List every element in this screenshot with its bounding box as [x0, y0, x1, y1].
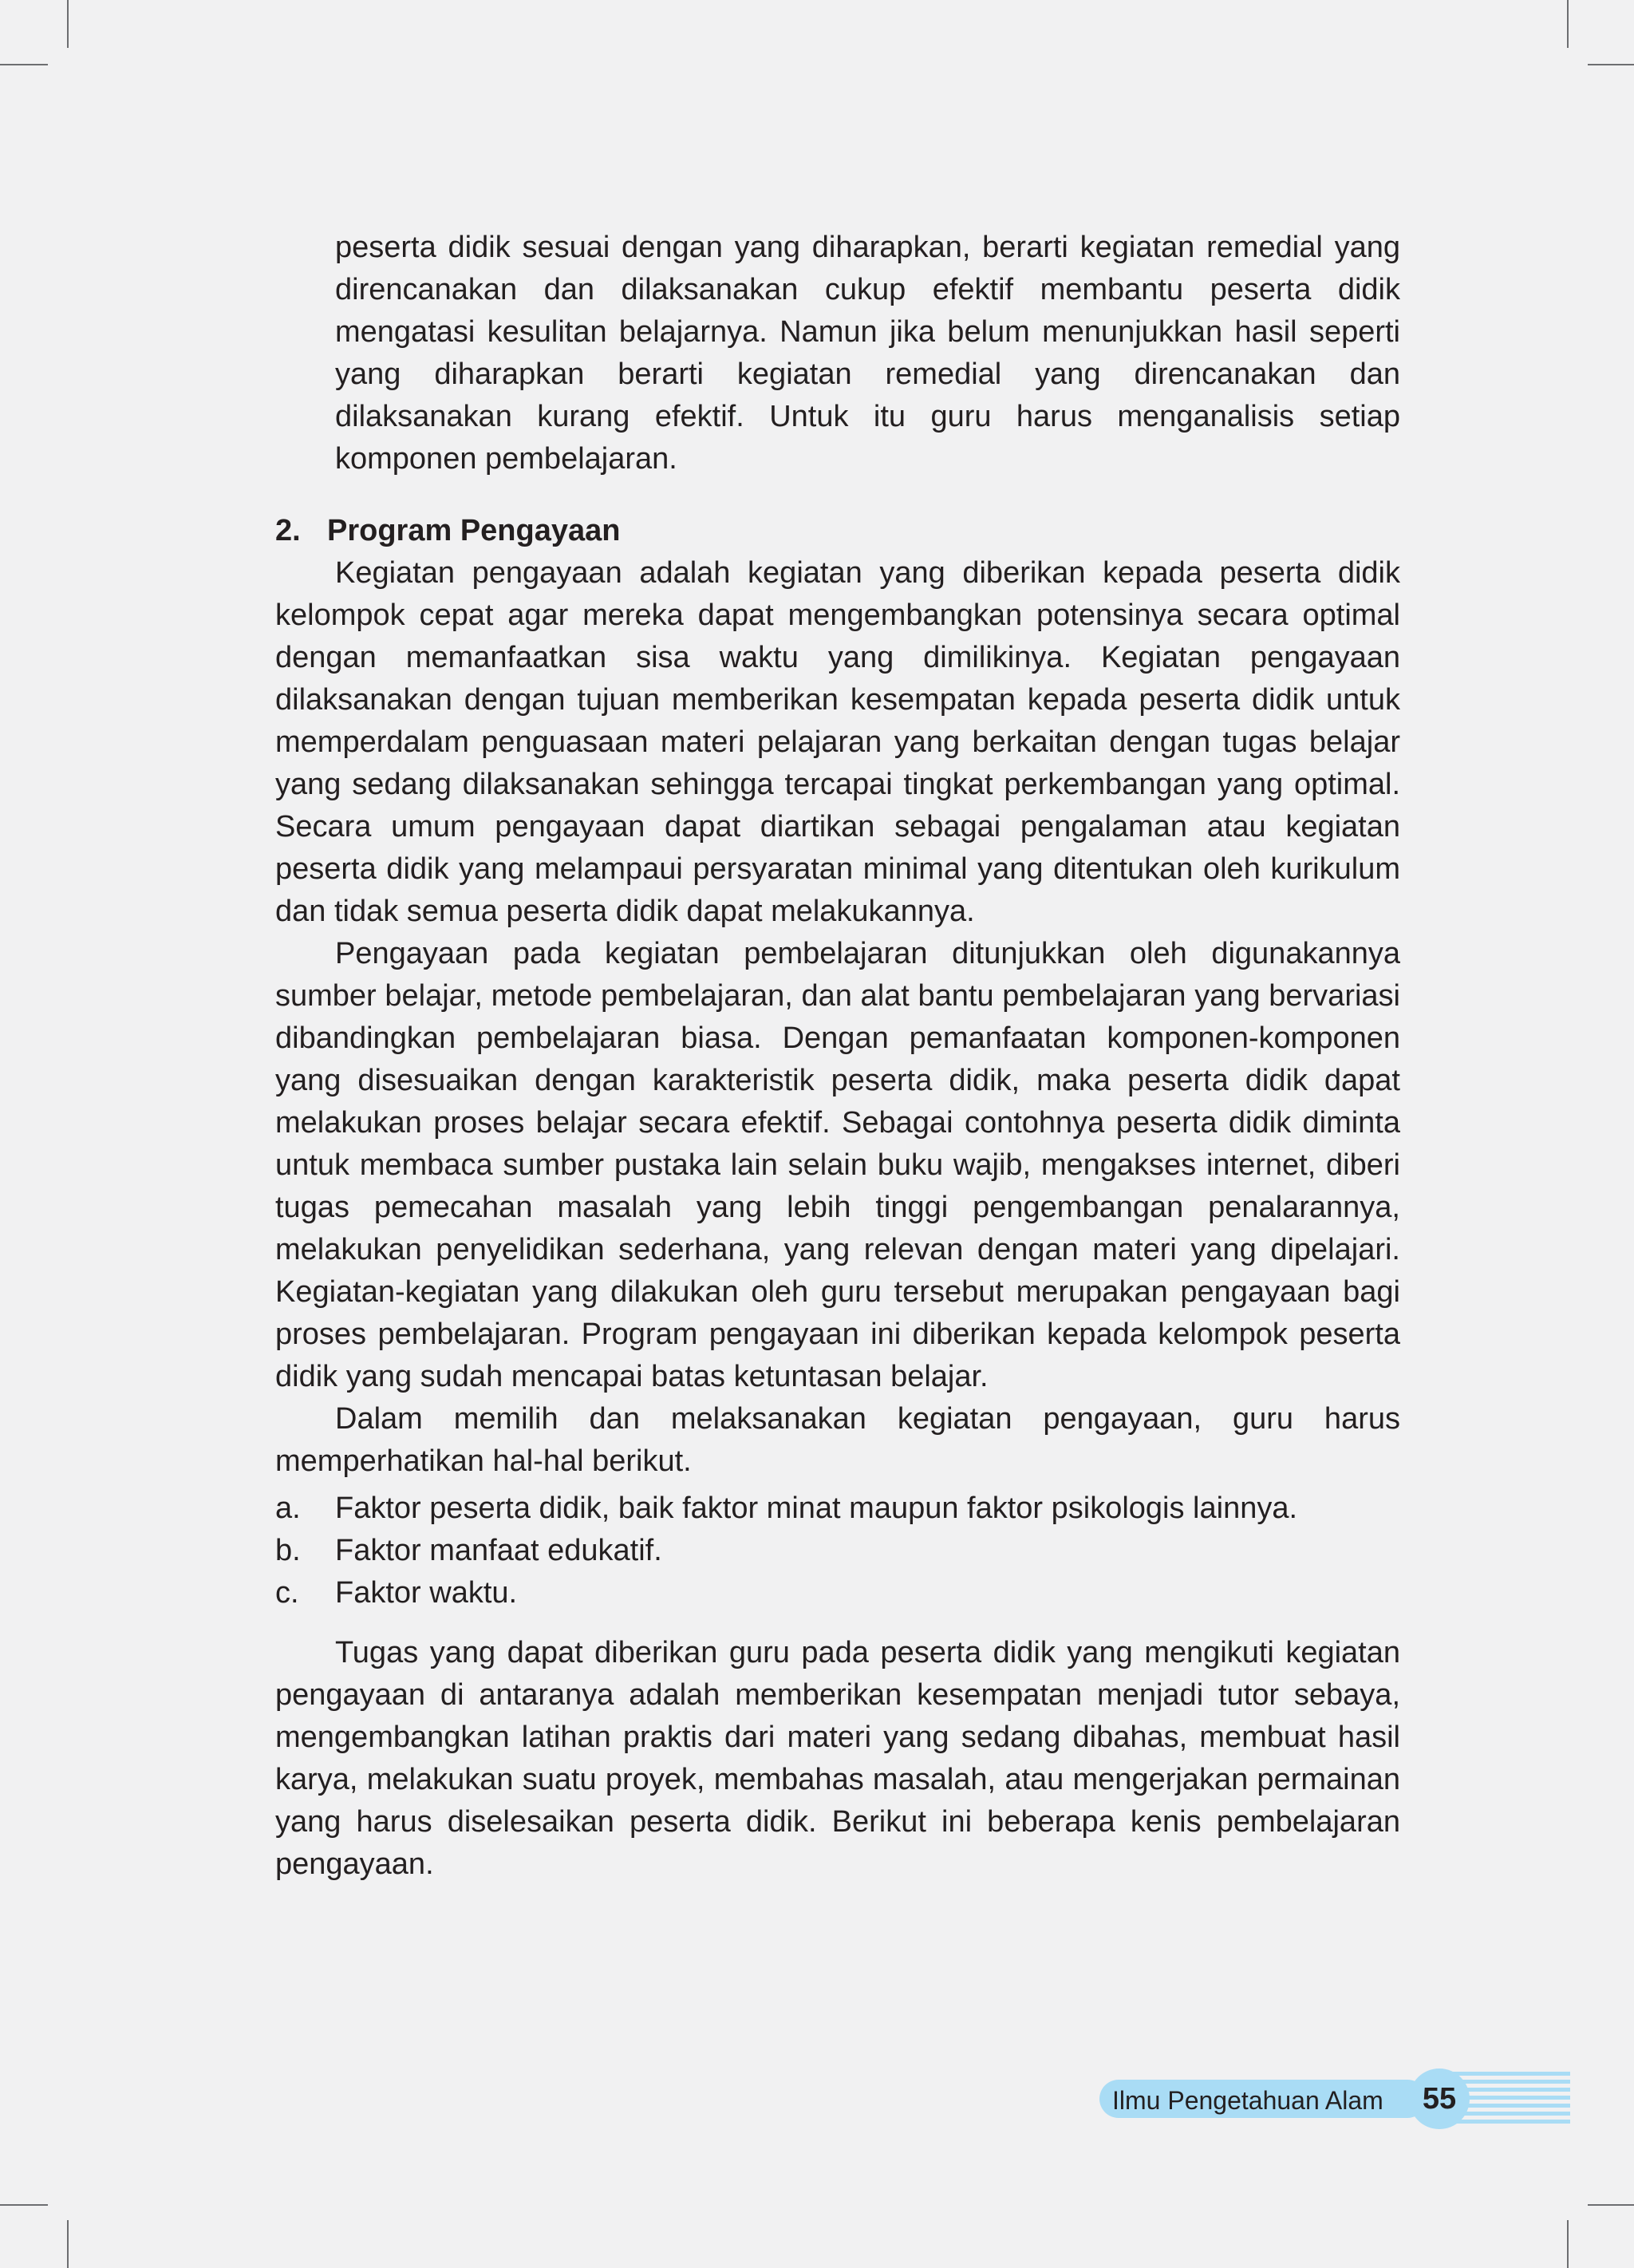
- list-item: [275, 1530, 1400, 1572]
- continued-paragraph: peserta didik sesuai dengan yang diharapkan, berarti kegiatan remedial yang direncanakan dan dilaksanakan cukup efektif membantu peserta didik mengatasi kesulitan belajarnya. Namun jika belum menunjukkan hasil seperti yang diharapkan berarti kegiatan remedial yang direncanakan dan dilaksanakan kurang efektif. Untuk itu guru harus menganalisis setiap komponen pembelajaran.: [335, 231, 1400, 476]
- crop-mark: [0, 64, 48, 65]
- list-item-text: Faktor manfaat edukatif.: [335, 1534, 662, 1567]
- page-footer: [1099, 2072, 1570, 2128]
- list-item: [275, 1572, 1400, 1614]
- list-marker: b.: [275, 1534, 301, 1567]
- section-heading: [275, 510, 1400, 552]
- section-title: Program Pengayaan: [327, 514, 621, 547]
- page-content: [275, 0, 1400, 1886]
- crop-mark: [1567, 2220, 1569, 2268]
- list-item-text: Faktor waktu.: [335, 1576, 518, 1610]
- body-paragraph: Pengayaan pada kegiatan pembelajaran ditunjukkan oleh digunakannya sumber belajar, metode pembelajaran, dan alat bantu pembelajaran yang bervariasi dibandingkan pembelajaran biasa. Dengan pemanfaatan komponen-komponen yang disesuaikan dengan karakteristik peserta didik, maka peserta didik dapat melakukan proses belajar secara efektif. Sebagai contohnya peserta didik diminta untuk membaca sumber pustaka lain selain buku wajib, mengakses internet, diberi tugas pemecahan masalah yang lebih tinggi pengembangan penalarannya, melakukan penyelidikan sederhana, yang relevan dengan materi yang dipelajari. Kegiatan-kegiatan yang dilakukan oleh guru tersebut merupakan pengayaan bagi proses pembelajaran. Program pengayaan ini diberikan kepada kelompok peserta didik yang sudah mencapai batas ketuntasan belajar.: [275, 937, 1400, 1393]
- book-title: Ilmu Pengetahuan Alam: [1112, 2086, 1383, 2115]
- list-marker: a.: [275, 1492, 301, 1525]
- body-paragraph: Dalam memilih dan melaksanakan kegiatan pengayaan, guru harus memperhatikan hal-hal berikut.: [275, 1402, 1400, 1478]
- crop-mark: [1588, 2204, 1634, 2206]
- crop-mark: [67, 0, 69, 48]
- crop-mark: [1588, 64, 1634, 65]
- page-number: 55: [1422, 2082, 1457, 2116]
- factor-list: [275, 1488, 1400, 1614]
- section-number: 2.: [275, 514, 301, 547]
- body-paragraph: Kegiatan pengayaan adalah kegiatan yang diberikan kepada peserta didik kelompok cepat agar mereka dapat mengembangkan potensinya secara optimal dengan memanfaatkan sisa waktu yang dimilikinya. Kegiatan pengayaan dilaksanakan dengan tujuan memberikan kesempatan kepada peserta didik untuk memperdalam penguasaan materi pelajaran yang berkaitan dengan tugas belajar yang sedang dilaksanakan sehingga tercapai tingkat perkembangan yang optimal. Secara umum pengayaan dapat diartikan sebagai pengalaman atau kegiatan peserta didik yang melampaui persyaratan minimal yang ditentukan oleh kurikulum dan tidak semua peserta didik dapat melakukannya.: [275, 556, 1400, 928]
- crop-mark: [0, 2204, 48, 2206]
- list-item: [275, 1488, 1400, 1530]
- crop-mark: [1567, 0, 1569, 48]
- crop-mark: [67, 2220, 69, 2268]
- closing-paragraph: Tugas yang dapat diberikan guru pada peserta didik yang mengikuti kegiatan pengayaan di antaranya adalah memberikan kesempatan menjadi tutor sebaya, mengembangkan latihan praktis dari materi yang sedang dibahas, membuat hasil karya, melakukan suatu proyek, membahas masalah, atau mengerjakan permainan yang harus diselesaikan peserta didik. Berikut ini beberapa kenis pembelajaran pengayaan.: [275, 1636, 1400, 1881]
- list-item-text: Faktor peserta didik, baik faktor minat maupun faktor psikologis lainnya.: [335, 1492, 1298, 1525]
- list-marker: c.: [275, 1576, 299, 1610]
